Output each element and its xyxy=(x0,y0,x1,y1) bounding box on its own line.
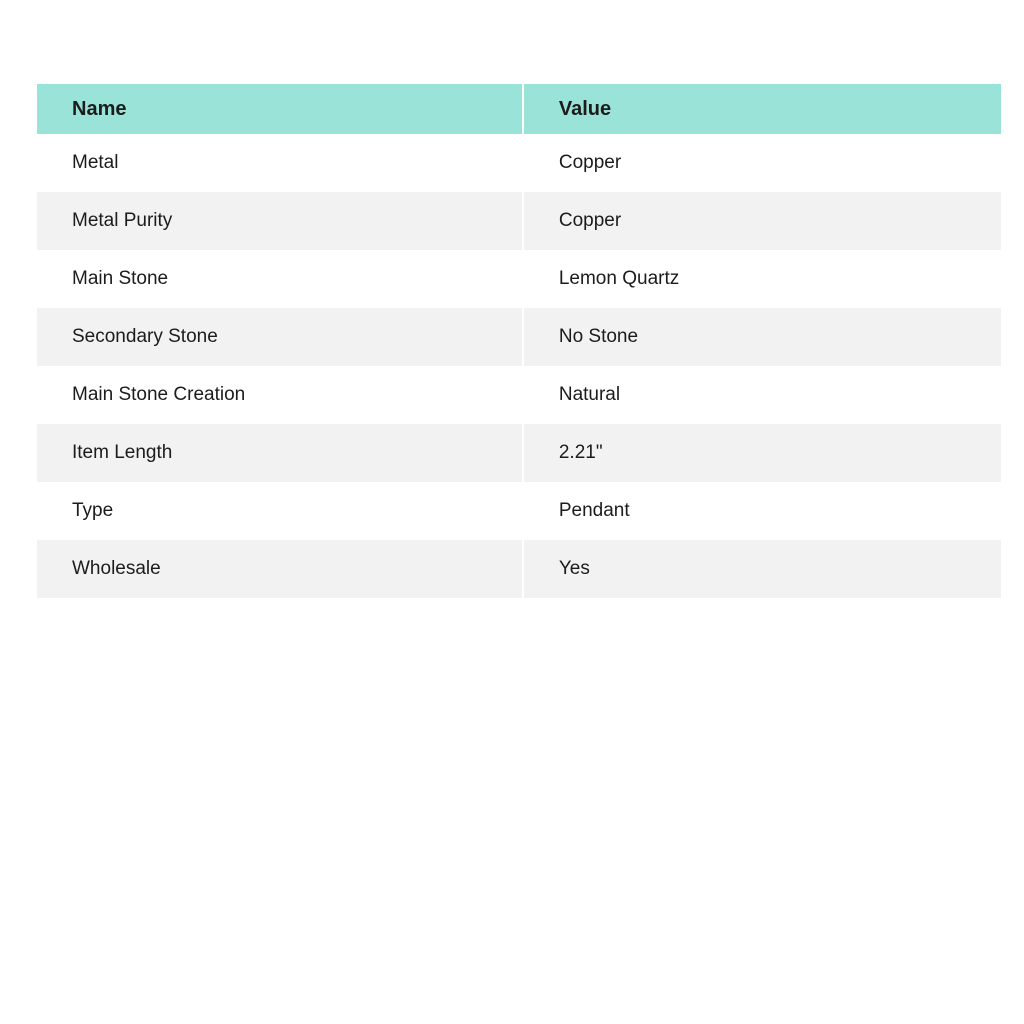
attribute-name-cell: Item Length xyxy=(72,442,173,463)
attribute-value-cell: Copper xyxy=(523,192,1001,250)
attribute-value-cell: 2.21" xyxy=(523,424,1001,482)
header-row xyxy=(37,84,1001,134)
attribute-name-cell: Main Stone Creation xyxy=(72,384,246,405)
attribute-name-cell: Type xyxy=(72,500,114,521)
attribute-value-cell: Yes xyxy=(523,540,1001,598)
column-header-name: Name xyxy=(37,84,523,134)
column-header-value: Value xyxy=(523,84,1001,134)
attribute-name-cell: Main Stone xyxy=(72,268,169,289)
table-row xyxy=(37,250,1001,308)
table-header xyxy=(37,84,1001,134)
table-row xyxy=(37,134,1001,192)
attributes-table xyxy=(37,84,1001,598)
table-row xyxy=(37,424,1001,482)
attribute-value-cell: No Stone xyxy=(523,308,1001,366)
attribute-value-cell: Copper xyxy=(523,134,1001,192)
attribute-name-cell: Wholesale xyxy=(72,558,161,579)
attribute-value-cell: Lemon Quartz xyxy=(523,250,1001,308)
table-row xyxy=(37,192,1001,250)
attribute-name-cell: Secondary Stone xyxy=(72,326,218,347)
attribute-name-cell: Metal xyxy=(72,152,119,173)
attributes-table-container xyxy=(37,84,1001,598)
attribute-value-cell: Pendant xyxy=(523,482,1001,540)
table-body xyxy=(37,134,1001,598)
attribute-name-cell: Metal Purity xyxy=(72,210,173,231)
table-row xyxy=(37,308,1001,366)
attribute-value-cell: Natural xyxy=(523,366,1001,424)
table-row xyxy=(37,540,1001,598)
table-row xyxy=(37,366,1001,424)
table-row xyxy=(37,482,1001,540)
